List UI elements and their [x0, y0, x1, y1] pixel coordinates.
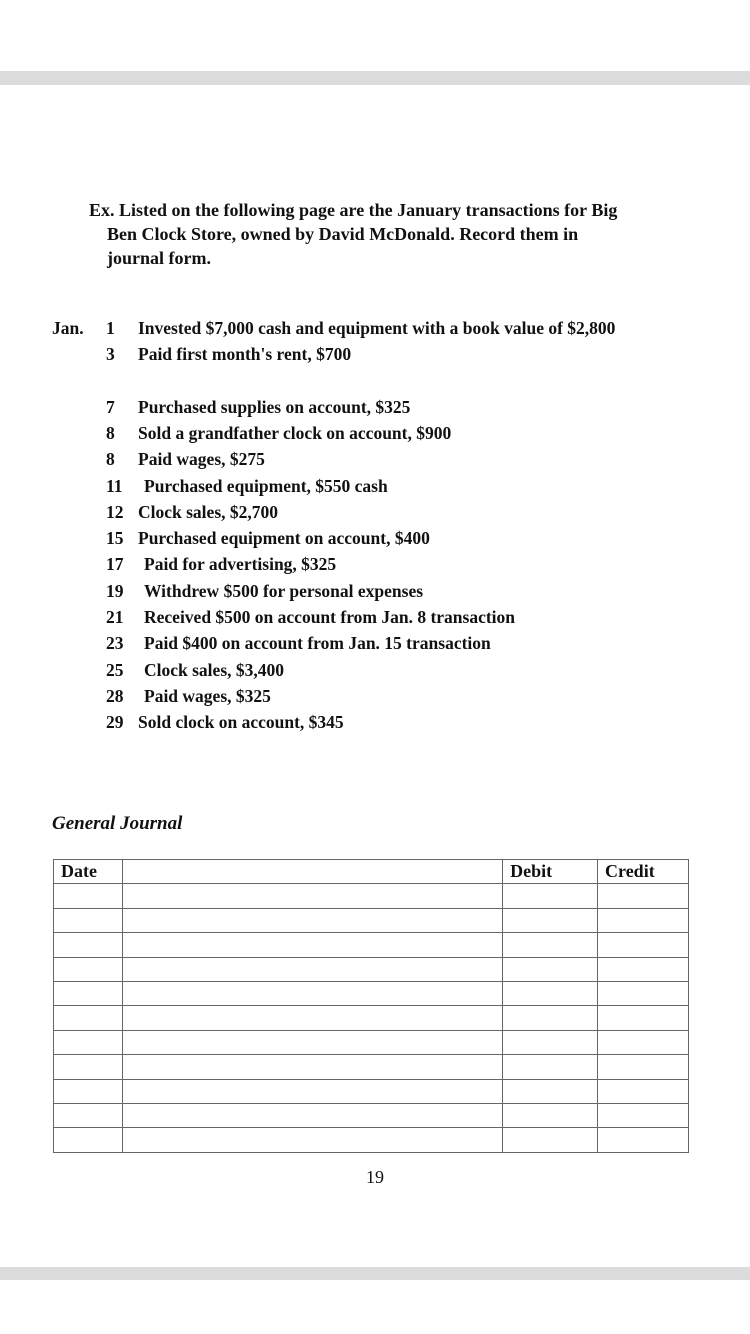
journal-row: [54, 1128, 689, 1152]
bottom-scroll-divider: [0, 1267, 750, 1280]
credit-cell[interactable]: [598, 1030, 689, 1054]
top-scroll-divider: [0, 71, 750, 85]
transaction-text: Sold a grandfather clock on account, $900: [138, 423, 452, 443]
transaction-text: Purchased equipment, $550 cash: [144, 476, 388, 496]
date-cell[interactable]: [54, 1079, 123, 1103]
description-cell[interactable]: [122, 908, 502, 932]
instructions-line-3: journal form.: [107, 248, 211, 268]
transaction-text: Clock sales, $3,400: [144, 660, 284, 680]
transaction-day: 1: [106, 318, 115, 338]
date-cell[interactable]: [54, 957, 123, 981]
debit-cell[interactable]: [503, 957, 598, 981]
description-cell[interactable]: [122, 884, 502, 908]
credit-cell[interactable]: [598, 884, 689, 908]
date-cell[interactable]: [54, 933, 123, 957]
description-cell[interactable]: [122, 1030, 502, 1054]
transaction-day: 8: [106, 423, 115, 443]
transaction-row: [106, 604, 515, 630]
transaction-text: Withdrew $500 for personal expenses: [144, 581, 424, 601]
journal-row: [54, 1103, 689, 1127]
credit-cell[interactable]: [598, 957, 689, 981]
description-cell[interactable]: [122, 1055, 502, 1079]
description-cell[interactable]: [122, 1006, 502, 1030]
transaction-day: 17: [106, 554, 124, 574]
transaction-row: [106, 394, 410, 420]
transaction-row: [106, 630, 491, 656]
transaction-day: 21: [106, 607, 124, 627]
date-cell[interactable]: [54, 1055, 123, 1079]
debit-cell[interactable]: [503, 1055, 598, 1079]
transaction-row: [106, 578, 423, 604]
date-cell[interactable]: [54, 1103, 123, 1127]
month-label: Jan.: [52, 318, 84, 338]
description-cell[interactable]: [122, 1103, 502, 1127]
journal-header-row: [54, 860, 689, 884]
transaction-text: Clock sales, $2,700: [138, 502, 278, 522]
credit-cell[interactable]: [598, 981, 689, 1005]
transaction-day: 15: [106, 528, 124, 548]
transaction-row: [106, 341, 351, 367]
debit-cell[interactable]: [503, 908, 598, 932]
transaction-day: 11: [106, 476, 123, 496]
journal-row: [54, 957, 689, 981]
transaction-day: 8: [106, 449, 115, 469]
date-cell[interactable]: [54, 884, 123, 908]
journal-row: [54, 1006, 689, 1030]
journal-row: [54, 1079, 689, 1103]
general-journal-table: [53, 859, 689, 1153]
transaction-row: [106, 551, 336, 577]
transaction-row: [52, 315, 615, 341]
exercise-instructions: [89, 198, 697, 270]
document-page[interactable]: [0, 85, 750, 1267]
description-column-header: [122, 860, 502, 884]
transaction-row: [106, 709, 344, 735]
debit-cell[interactable]: [503, 1030, 598, 1054]
debit-cell[interactable]: [503, 933, 598, 957]
description-cell[interactable]: [122, 1128, 502, 1152]
transaction-row: [106, 525, 430, 551]
transaction-row: [106, 446, 265, 472]
date-cell[interactable]: [54, 1006, 123, 1030]
transaction-text: Received $500 on account from Jan. 8 transaction: [144, 607, 516, 627]
date-cell[interactable]: [54, 908, 123, 932]
general-journal-title: General Journal: [52, 813, 183, 834]
transaction-row: [106, 499, 278, 525]
transaction-text: Paid wages, $325: [144, 686, 271, 706]
description-cell[interactable]: [122, 981, 502, 1005]
debit-cell[interactable]: [503, 981, 598, 1005]
transaction-day: 28: [106, 686, 124, 706]
transaction-day: 19: [106, 581, 124, 601]
debit-cell[interactable]: [503, 1006, 598, 1030]
debit-cell[interactable]: [503, 884, 598, 908]
transaction-text: Paid first month's rent, $700: [138, 344, 352, 364]
debit-column-header: Debit: [503, 860, 598, 884]
transaction-day: 12: [106, 502, 124, 522]
transaction-day: 29: [106, 712, 124, 732]
journal-row: [54, 933, 689, 957]
instructions-line-1: Ex. Listed on the following page are the January transactions for Big: [89, 200, 618, 220]
transaction-text: Purchased equipment on account, $400: [138, 528, 430, 548]
transaction-text: Sold clock on account, $345: [138, 712, 344, 732]
transaction-day: 23: [106, 633, 124, 653]
instructions-line-2: Ben Clock Store, owned by David McDonald. Record them in: [107, 224, 579, 244]
debit-cell[interactable]: [503, 1079, 598, 1103]
credit-cell[interactable]: [598, 1103, 689, 1127]
transaction-day: 3: [106, 344, 115, 364]
transaction-text: Paid wages, $275: [138, 449, 265, 469]
debit-cell[interactable]: [503, 1103, 598, 1127]
journal-row: [54, 981, 689, 1005]
credit-cell[interactable]: [598, 908, 689, 932]
date-cell[interactable]: [54, 1030, 123, 1054]
debit-cell[interactable]: [503, 1128, 598, 1152]
transaction-day: 25: [106, 660, 124, 680]
date-column-header: Date: [54, 860, 123, 884]
transaction-row: [106, 683, 271, 709]
journal-row: [54, 1030, 689, 1054]
transaction-text: Paid for advertising, $325: [144, 554, 337, 574]
date-cell[interactable]: [54, 981, 123, 1005]
credit-cell[interactable]: [598, 933, 689, 957]
credit-cell[interactable]: [598, 1079, 689, 1103]
transaction-text: Paid $400 on account from Jan. 15 transaction: [144, 633, 491, 653]
journal-row: [54, 908, 689, 932]
credit-column-header: Credit: [598, 860, 689, 884]
credit-cell[interactable]: [598, 1055, 689, 1079]
journal-row: [54, 1055, 689, 1079]
transaction-row: [106, 420, 451, 446]
description-cell[interactable]: [122, 933, 502, 957]
transaction-row: [106, 657, 284, 683]
credit-cell[interactable]: [598, 1128, 689, 1152]
transaction-day: 7: [106, 397, 115, 417]
page-number: 19: [366, 1167, 384, 1187]
transaction-row: [106, 473, 388, 499]
description-cell[interactable]: [122, 957, 502, 981]
date-cell[interactable]: [54, 1128, 123, 1152]
transaction-text: Purchased supplies on account, $325: [138, 397, 411, 417]
journal-row: [54, 884, 689, 908]
description-cell[interactable]: [122, 1079, 502, 1103]
transaction-text: Invested $7,000 cash and equipment with a book value of $2,800: [138, 318, 616, 338]
credit-cell[interactable]: [598, 1006, 689, 1030]
